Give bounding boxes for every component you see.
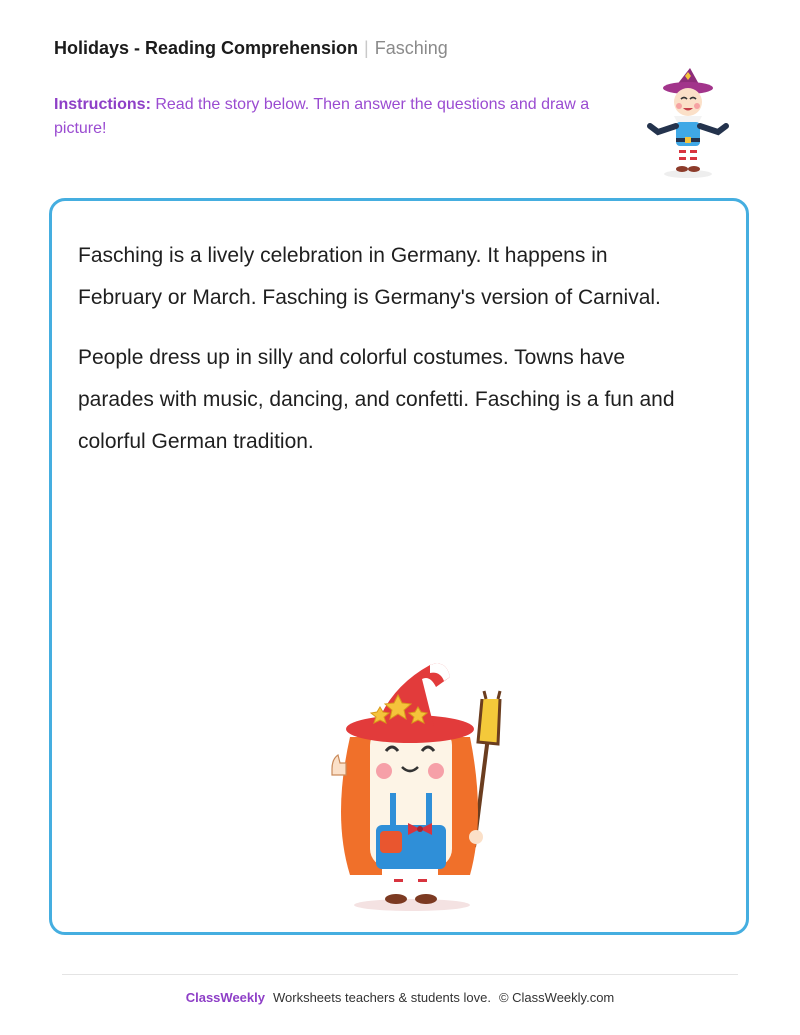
instructions-text: Read the story below. Then answer the questions and draw a picture! xyxy=(54,96,590,137)
instructions xyxy=(54,93,614,141)
footer-brand: ClassWeekly xyxy=(185,990,265,1005)
worksheet-topic: Fasching xyxy=(374,38,448,58)
story-box xyxy=(49,198,749,935)
page-title xyxy=(54,36,448,60)
witch-girl-with-pitchfork-icon xyxy=(310,647,510,915)
story-paragraph-1: Fasching is a lively celebration in Germany. It happens in February or March. Fasching is Germany's version of Carnival. xyxy=(78,244,661,309)
jester-child-icon xyxy=(640,64,736,182)
worksheet-title: Holidays - Reading Comprehension xyxy=(54,38,359,58)
story-paragraph-2: People dress up in silly and colorful costumes. Towns have parades with music, dancing, and confetti. Fasching is a fun and colorful German tradition. xyxy=(78,346,675,453)
footer-divider xyxy=(62,974,738,975)
title-separator: | xyxy=(364,38,369,58)
footer-copyright: © ClassWeekly.com xyxy=(498,990,615,1005)
footer xyxy=(0,989,800,1007)
story-text xyxy=(78,235,678,481)
instructions-label: Instructions: xyxy=(54,96,151,113)
footer-tagline: Worksheets teachers & students love. xyxy=(272,990,491,1005)
